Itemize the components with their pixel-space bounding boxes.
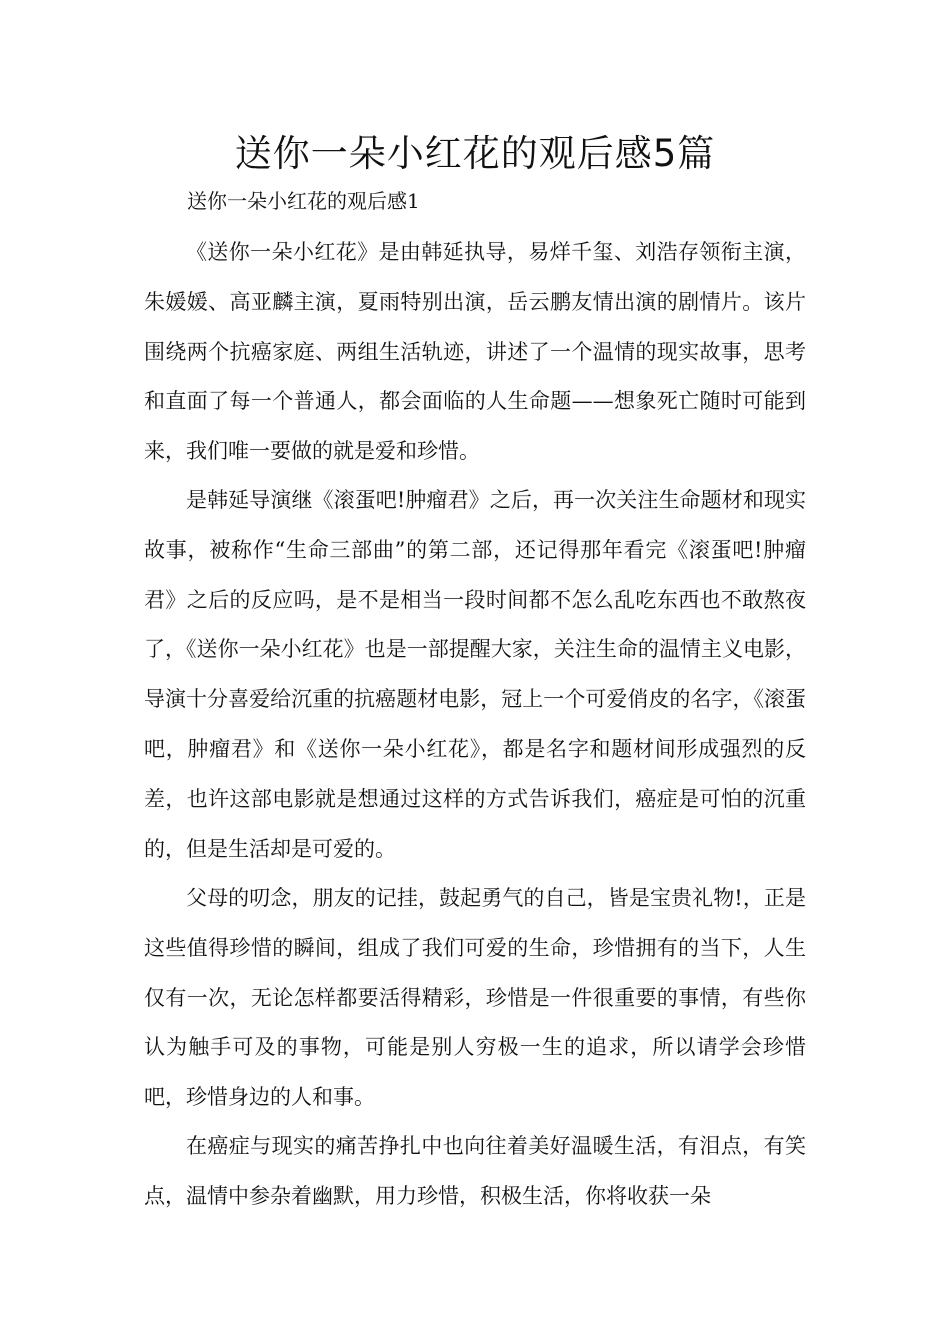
document-title: 送你一朵小红花的观后感5篇 <box>234 132 716 175</box>
section-heading: 送你一朵小红花的观后感1 <box>187 189 420 213</box>
paragraph-2: 是韩延导演继《滚蛋吧!肿瘤君》之后，再一次关注生命题材和现实故事，被称作“生命三部曲”的第二部，还记得那年看完《滚蛋吧!肿瘤君》之后的反应吗，是不是相当一段时间都不怎么乱吃东西也不敢熬夜了，《送你一朵小红花》也是一部提醒大家，关注生命的温情主义电影，导演十分喜爱给沉重的抗癌题材电影，冠上一个可爱俏皮的名字，《滚蛋吧，肿瘤君》和《送你一朵小红花》，都是名字和题材间形成强烈的反差，也许这部电影就是想通过这样的方式告诉我们，癌症是可怕的沉重的，但是生活却是可爱的。 <box>144 488 806 861</box>
paragraph-3: 父母的叨念，朋友的记挂，鼓起勇气的自己，皆是宝贵礼物!，正是这些值得珍惜的瞬间，组成了我们可爱的生命，珍惜拥有的当下，人生仅有一次，无论怎样都要活得精彩，珍惜是一件很重要的事情，有些你认为触手可及的事物，可能是别人穷极一生的追求，所以请学会珍惜吧，珍惜身边的人和事。 <box>144 886 806 1110</box>
paragraph-4: 在癌症与现实的痛苦挣扎中也向往着美好温暖生活，有泪点，有笑点，温情中参杂着幽默，用力珍惜，积极生活，你将收获一朵 <box>144 1134 806 1208</box>
paragraph-1: 《送你一朵小红花》是由韩延执导，易烊千玺、刘浩存领衔主演，朱媛媛、高亚麟主演，夏雨特别出演，岳云鹏友情出演的剧情片。该片围绕两个抗癌家庭、两组生活轨迹，讲述了一个温情的现实故事，思考和直面了每一个普通人，都会面临的人生命题——想象死亡随时可能到来，我们唯一要做的就是爱和珍惜。 <box>144 240 806 464</box>
